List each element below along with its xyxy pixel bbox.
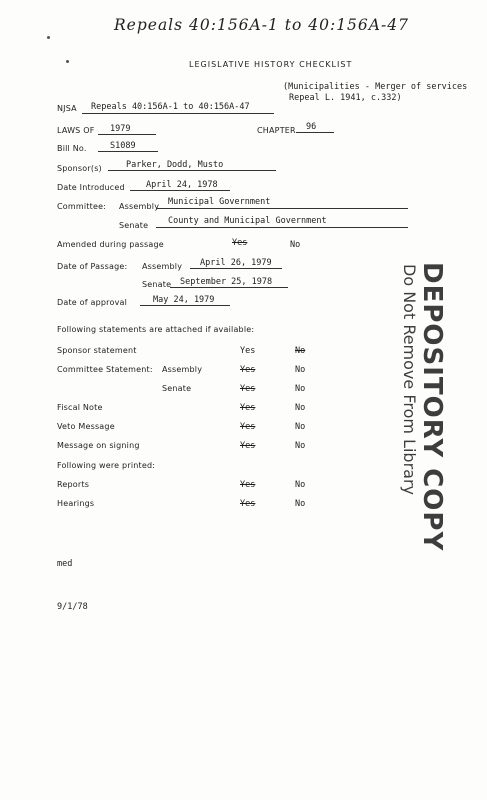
row-committee-assembly-label: Assembly [162,365,203,374]
passage-assembly-label: Assembly [142,262,183,271]
row-committee-assembly-no: No [295,365,306,375]
committee-senate-label: Senate [119,221,149,230]
laws-of-label: LAWS OF [57,126,95,135]
date-of-approval-label: Date of approval [57,298,128,307]
statements-header: Following statements are attached if available: [57,325,255,334]
scan-speck [47,36,50,39]
row-reports-no: No [295,480,306,490]
row-veto-message-label: Veto Message [57,422,115,431]
laws-of-underline [98,134,156,135]
initials: med [57,559,73,569]
amended-no: No [290,240,301,250]
row-hearings-no: No [295,499,306,509]
committee-label: Committee: [57,202,107,211]
row-veto-message-yes: Yes [240,422,256,432]
row-message-signing-label: Message on signing [57,441,140,450]
passage-assembly-underline [190,268,282,269]
bill-no-label: Bill No. [57,144,87,153]
bill-no-value: S1089 [110,141,136,151]
chapter-label: CHAPTER [257,126,296,135]
row-fiscal-note-yes: Yes [240,403,256,413]
njsa-value: Repeals 40:156A-1 to 40:156A-47 [91,102,250,112]
amended-yes: Yes [232,238,248,248]
row-committee-label: Committee Statement: [57,365,153,374]
row-veto-message-no: No [295,422,306,432]
passage-senate-label: Senate [142,280,172,289]
row-sponsor-no: No [295,346,306,356]
row-sponsor-yes: Yes [240,346,256,356]
date-introduced-value: April 24, 1978 [146,180,218,190]
row-fiscal-note-no: No [295,403,306,413]
committee-assembly-value: Municipal Government [168,197,271,207]
row-sponsor-label: Sponsor statement [57,346,137,355]
row-reports-yes: Yes [240,480,256,490]
row-committee-senate-label: Senate [162,384,192,393]
row-hearings-label: Hearings [57,499,95,508]
row-message-signing-yes: Yes [240,441,256,451]
committee-assembly-label: Assembly [119,202,160,211]
stamp-line-1: DEPOSITORY COPY [417,262,447,552]
date-introduced-underline [130,190,230,191]
amended-label: Amended during passage [57,240,164,249]
row-hearings-yes: Yes [240,499,256,509]
committee-senate-underline [156,227,408,228]
sponsors-label: Sponsor(s) [57,164,102,173]
scan-speck [66,60,69,63]
printed-header: Following were printed: [57,461,156,470]
row-reports-label: Reports [57,480,90,489]
row-committee-senate-no: No [295,384,306,394]
page-title: LEGISLATIVE HISTORY CHECKLIST [189,60,353,69]
laws-of-value: 1979 [110,124,131,134]
row-message-signing-no: No [295,441,306,451]
sponsors-underline [108,170,276,171]
passage-senate-underline [170,287,288,288]
row-committee-assembly-yes: Yes [240,365,256,375]
bill-no-underline [98,151,158,152]
sponsors-value: Parker, Dodd, Musto [126,160,224,170]
footer-date: 9/1/78 [57,602,88,612]
njsa-underline [82,113,274,114]
handwritten-header: Repeals 40:156A-1 to 40:156A-47 [114,16,409,34]
passage-senate-value: September 25, 1978 [180,277,273,287]
committee-assembly-underline [156,208,408,209]
date-introduced-label: Date Introduced [57,183,125,192]
committee-senate-value: County and Municipal Government [168,216,327,226]
stamp-line-2: Do Not Remove From Library [400,264,419,495]
note-line-2: Repeal L. 1941, c.332) [289,93,402,103]
note-line-1: (Municipalities - Merger of services [283,82,468,92]
row-fiscal-note-label: Fiscal Note [57,403,103,412]
chapter-value: 96 [306,122,317,132]
chapter-underline [296,132,334,133]
date-of-passage-label: Date of Passage: [57,262,128,271]
row-committee-senate-yes: Yes [240,384,256,394]
njsa-label: NJSA [57,104,77,113]
date-of-approval-value: May 24, 1979 [153,295,215,305]
date-of-approval-underline [140,305,230,306]
passage-assembly-value: April 26, 1979 [200,258,272,268]
depository-stamp [400,262,446,551]
